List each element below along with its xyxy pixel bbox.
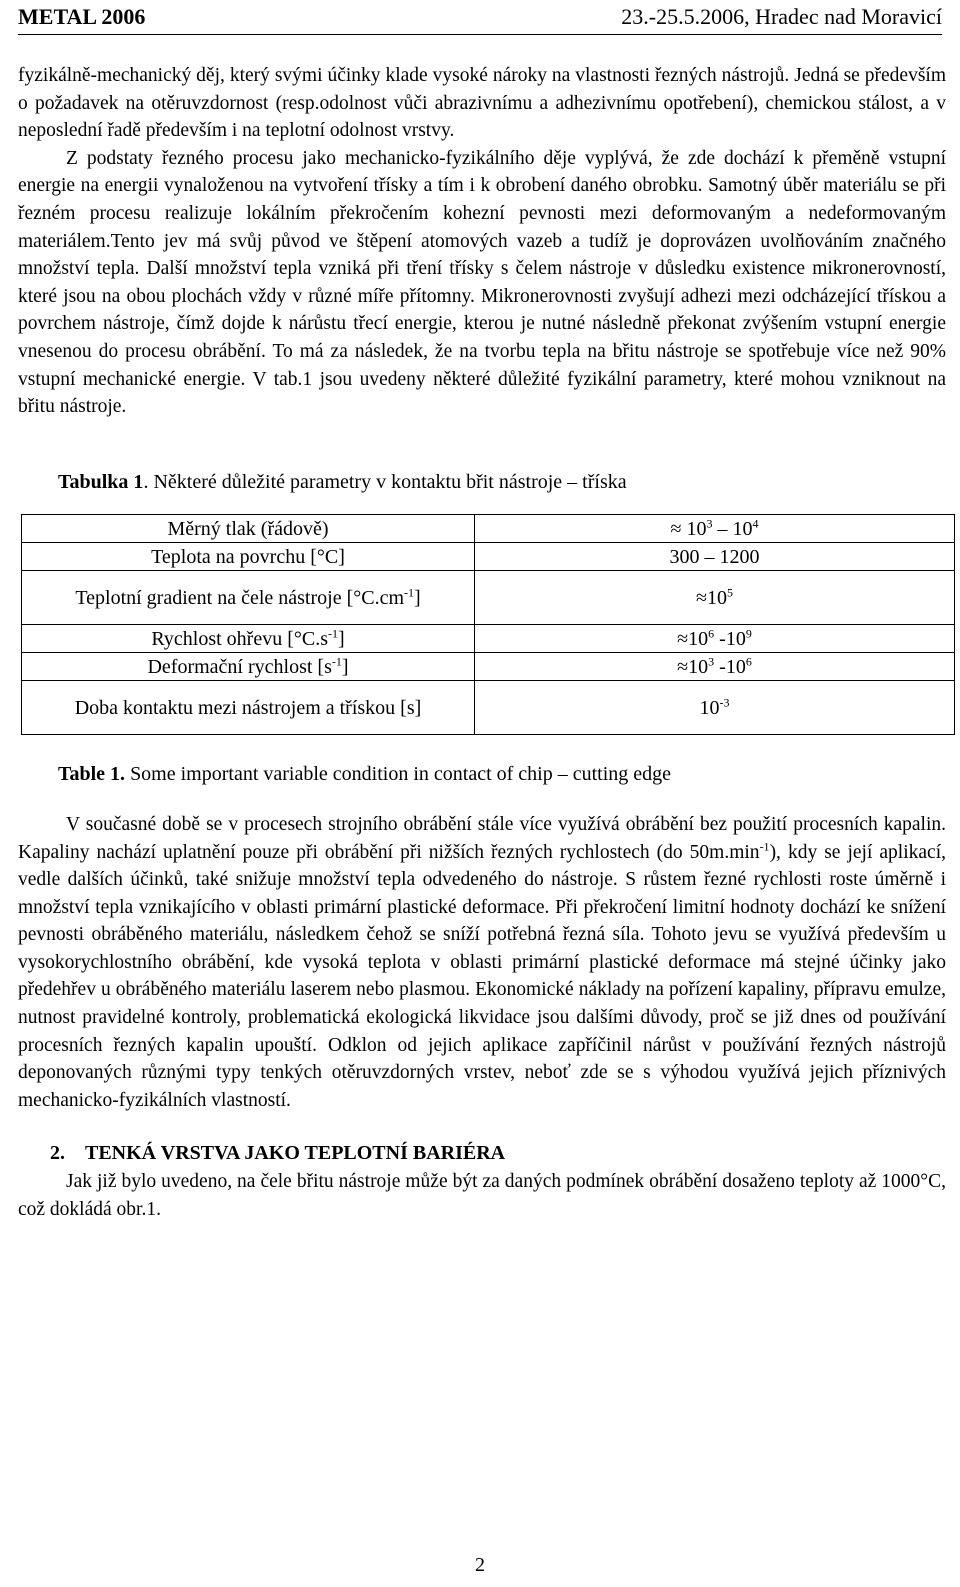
section-heading	[50, 1140, 946, 1168]
table-caption-czech	[58, 469, 946, 497]
conference-title: METAL 2006	[18, 4, 146, 29]
table-cell-param: Teplotní gradient na čele nástroje $[^\circ C.cm^{-1}]$	[22, 571, 475, 625]
page-header	[18, 0, 942, 35]
section-number: 2.	[50, 1142, 65, 1165]
table-cell-value: $\approx 10^6$ $-10^9$	[475, 625, 955, 653]
table-cell-value: $\approx 10^3$ $-10^6$	[475, 653, 955, 681]
table-cell-value: $\approx 10^5$	[475, 571, 955, 625]
paragraph-intro-continued: fyzikálně-mechanický děj, který svými účinky klade vysoké nároky na vlastnosti řezných nástrojů. Jedná se především o požadavek na otěruvzdornost (resp.odolnost vůči abrazivnímu a adhezivnímu opotřebení), chemickou stálost, a v neposlední řadě především i na teplotní odolnost vrstvy.	[18, 65, 946, 142]
page-number: 2	[475, 1554, 485, 1576]
paragraph-cutting-process: Z podstaty řezného procesu jako mechanicko-fyzikálního děje vyplývá, že zde dochází k přeměně vstupní energie na energii vynaloženou na vytvoření třísky a tím i k obrobení daného obrobku. Samotný úběr materiálu se při řezném procesu realizuje lokálním překročením kohezní pevnosti mezi deformovaným a nedeformovaným materiálem.Tento jev má svůj původ ve štěpení atomových vazeb a tudíž je doprovázen uvolňováním značného množství tepla. Další množství tepla vzniká při tření třísky s čelem nástroje v důsledku existence mikronerovností, které jsou na obou plochách vždy v různé míře přítomny. Mikronerovnosti zvyšují adhezi mezi odcházející třískou a povrchem nástroje, čímž dojde k nárůstu třecí energie, kterou je nutné následně překonat zvýšením vstupní energie vnesenou do procesu obrábění. To má za následek, že na tvorbu tepla na břitu nástroje se spotřebuje více než 90% vstupní mechanické energie. V tab.1 jsou uvedeny některé důležité fyzikální parametry, které mohou vzniknout na břitu nástroje.	[18, 147, 946, 418]
table-caption-label: Tabulka 1	[58, 470, 144, 493]
table-cell-value: ≈ $10^3 - 10^4$	[475, 515, 955, 543]
table-cell-value: 300 – 1200	[475, 543, 955, 571]
table-cell-param: Deformační rychlost $[s^{-1}]$	[22, 653, 475, 681]
parameters-table	[21, 514, 955, 735]
table-caption-en-label: Table 1.	[58, 763, 126, 786]
table-caption-text: . Některé důležité parametry v kontaktu břit nástroje – tříska	[143, 470, 627, 493]
paragraph-dry-machining: V současné době se v procesech strojního obrábění stále více využívá obrábění bez použití procesních kapalin. Kapaliny nachází uplatnění pouze při obrábění při nižších řezných rychlostech (do $50m.\min^{-1}$), kdy se její aplikací, vedle dalších účinků, také snižuje množství tepla odvedeného do nástroje. S růstem řezné rychlosti roste úměrně i množství tepla vznikajícího v oblasti primární plastické deformace. Při překročení limitní hodnoty dochází ke snížení pevnosti obráběného materiálu, následkem čehož se sníží potřebná řezná síla. Tohoto jevu se využívá především u vysokorychlostního obrábění, kde vysoká teplota v oblasti primární plastické deformace má stejné účinky jako předehřev u obráběného materiálu laserem nebo plasmou. Ekonomické náklady na pořízení kapaliny, přípravu emulze, nutnost pravidelné kontroly, problematická ekologická likvidace jsou dalšími důvody, proč se již dnes od používání procesních řezných kapalin upouští. Odklon od jejich aplikace zapříčinil nárůst v používání řezných nástrojů deponovaných různými typy tenkých otěruvzdorných vrstev, neboť zde se s výhodou využívá jejich příznivých mechanicko-fyzikálních vlastností.	[18, 813, 946, 1111]
table-row	[22, 653, 955, 681]
section-title: TENKÁ VRSTVA JAKO TEPLOTNÍ BARIÉRA	[85, 1142, 506, 1165]
table-row	[22, 515, 955, 543]
table-cell-param: Teplota na povrchu [°C]	[22, 543, 475, 571]
table-row	[22, 681, 955, 735]
table-row	[22, 543, 955, 571]
table-cell-value: $10^{-3}$	[475, 681, 955, 735]
table-row	[22, 571, 955, 625]
table-cell-param: Měrný tlak (řádově)	[22, 515, 475, 543]
conference-date-location: 23.-25.5.2006, Hradec nad Moravicí	[621, 4, 942, 29]
table-caption-english	[58, 761, 946, 789]
table-row	[22, 625, 955, 653]
table-caption-en-text: Some important variable condition in contact of chip – cutting edge	[125, 763, 672, 786]
table-cell-param: Doba kontaktu mezi nástrojem a třískou [s]	[22, 681, 475, 735]
table-cell-param: Rychlost ohřevu $[^\circ C.s^{-1}]$	[22, 625, 475, 653]
paragraph-thin-layer: Jak již bylo uvedeno, na čele břitu nástroje může být za daných podmínek obrábění dosaženo teploty až 1000°C, což dokládá obr.1.	[18, 1171, 946, 1220]
page-content	[18, 62, 946, 1223]
